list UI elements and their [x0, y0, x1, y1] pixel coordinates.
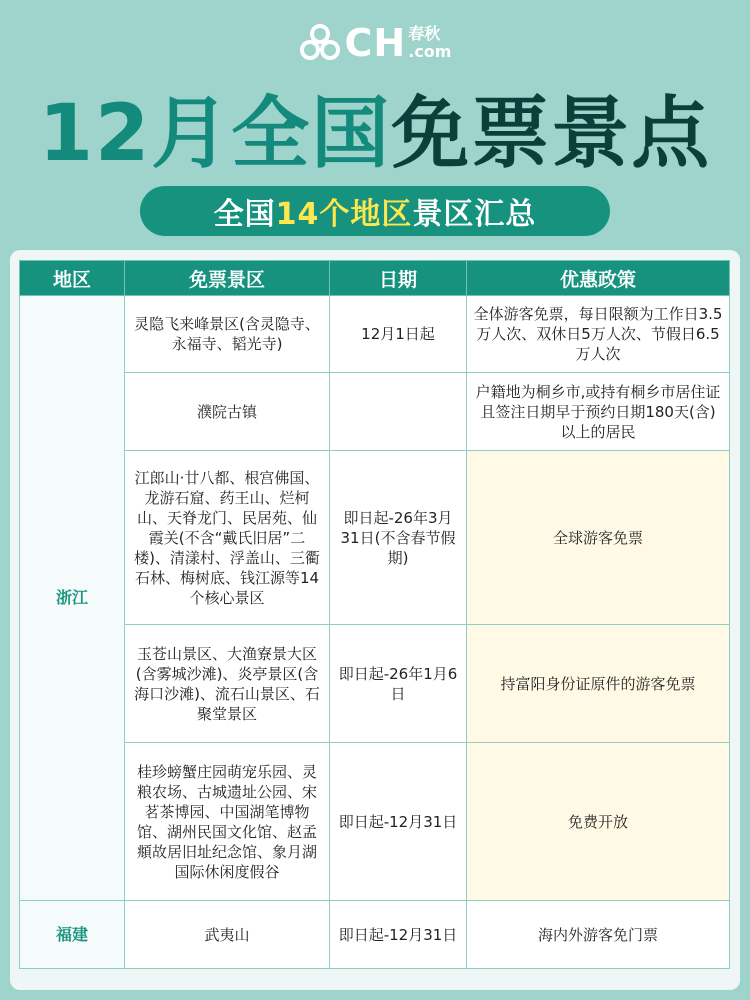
title-part2: 免票景点 — [391, 89, 712, 179]
date-cell: 12月1日起 — [330, 296, 467, 373]
table-row — [20, 743, 730, 901]
scenic-spot-table — [19, 260, 730, 969]
page-title — [0, 86, 750, 182]
subtitle-part1: 全国 — [213, 197, 276, 232]
table-row — [20, 296, 730, 373]
table-card — [10, 250, 740, 990]
header-policy: 优惠政策 — [467, 261, 730, 296]
table-row — [20, 451, 730, 625]
brand-mark: CH — [344, 21, 407, 65]
region-cell-fujian: 福建 — [20, 901, 125, 969]
brand-swirl-icon — [299, 22, 341, 64]
brand-com: .com — [408, 42, 452, 61]
date-cell: 即日起-26年3月31日(不含春节假期) — [330, 451, 467, 625]
policy-cell: 持富阳身份证原件的游客免票 — [467, 625, 730, 743]
subtitle-part2: 景区汇总 — [412, 197, 537, 232]
date-cell: 即日起-12月31日 — [330, 901, 467, 969]
subtitle-banner — [140, 186, 610, 236]
title-part1: 12月全国 — [38, 89, 392, 179]
spot-cell: 武夷山 — [125, 901, 330, 969]
policy-cell: 全球游客免票 — [467, 451, 730, 625]
header-spot: 免票景区 — [125, 261, 330, 296]
table-row — [20, 373, 730, 451]
header-region: 地区 — [20, 261, 125, 296]
policy-cell: 全体游客免票，每日限额为工作日3.5万人次、双休日5万人次、节假日6.5万人次 — [467, 296, 730, 373]
table-header-row — [20, 261, 730, 296]
date-cell: 即日起-26年1月6日 — [330, 625, 467, 743]
spot-cell: 玉苍山景区、大渔寮景大区(含雾城沙滩)、炎亭景区(含海口沙滩)、流石山景区、石聚堂景区 — [125, 625, 330, 743]
spot-cell: 濮院古镇 — [125, 373, 330, 451]
brand-logo — [0, 22, 750, 64]
spot-cell: 灵隐飞来峰景区(含灵隐寺、永福寺、韬光寺) — [125, 296, 330, 373]
spot-cell: 桂珍螃蟹庄园萌宠乐园、灵粮农场、古城遗址公园、宋茗茶博园、中国湖笔博物馆、湖州民国文化馆、赵孟頫故居旧址纪念馆、象月湖国际休闲度假谷 — [125, 743, 330, 901]
date-cell — [330, 373, 467, 451]
policy-cell: 海内外游客免门票 — [467, 901, 730, 969]
table-row — [20, 901, 730, 969]
spot-cell: 江郎山·廿八都、根宫佛国、龙游石窟、药王山、烂柯山、天脊龙门、民居苑、仙霞关(不含“戴氏旧居”二楼)、清漾村、浮盖山、三衢石林、梅树底、钱江源等14个核心景区 — [125, 451, 330, 625]
date-cell: 即日起-12月31日 — [330, 743, 467, 901]
region-cell-zhejiang: 浙江 — [20, 296, 125, 901]
policy-cell: 免费开放 — [467, 743, 730, 901]
subtitle-highlight: 14个地区 — [275, 197, 413, 232]
brand-cn: 春秋 — [408, 24, 441, 43]
table-row — [20, 625, 730, 743]
policy-cell: 户籍地为桐乡市,或持有桐乡市居住证且签注日期早于预约日期180天(含)以上的居民 — [467, 373, 730, 451]
header-date: 日期 — [330, 261, 467, 296]
